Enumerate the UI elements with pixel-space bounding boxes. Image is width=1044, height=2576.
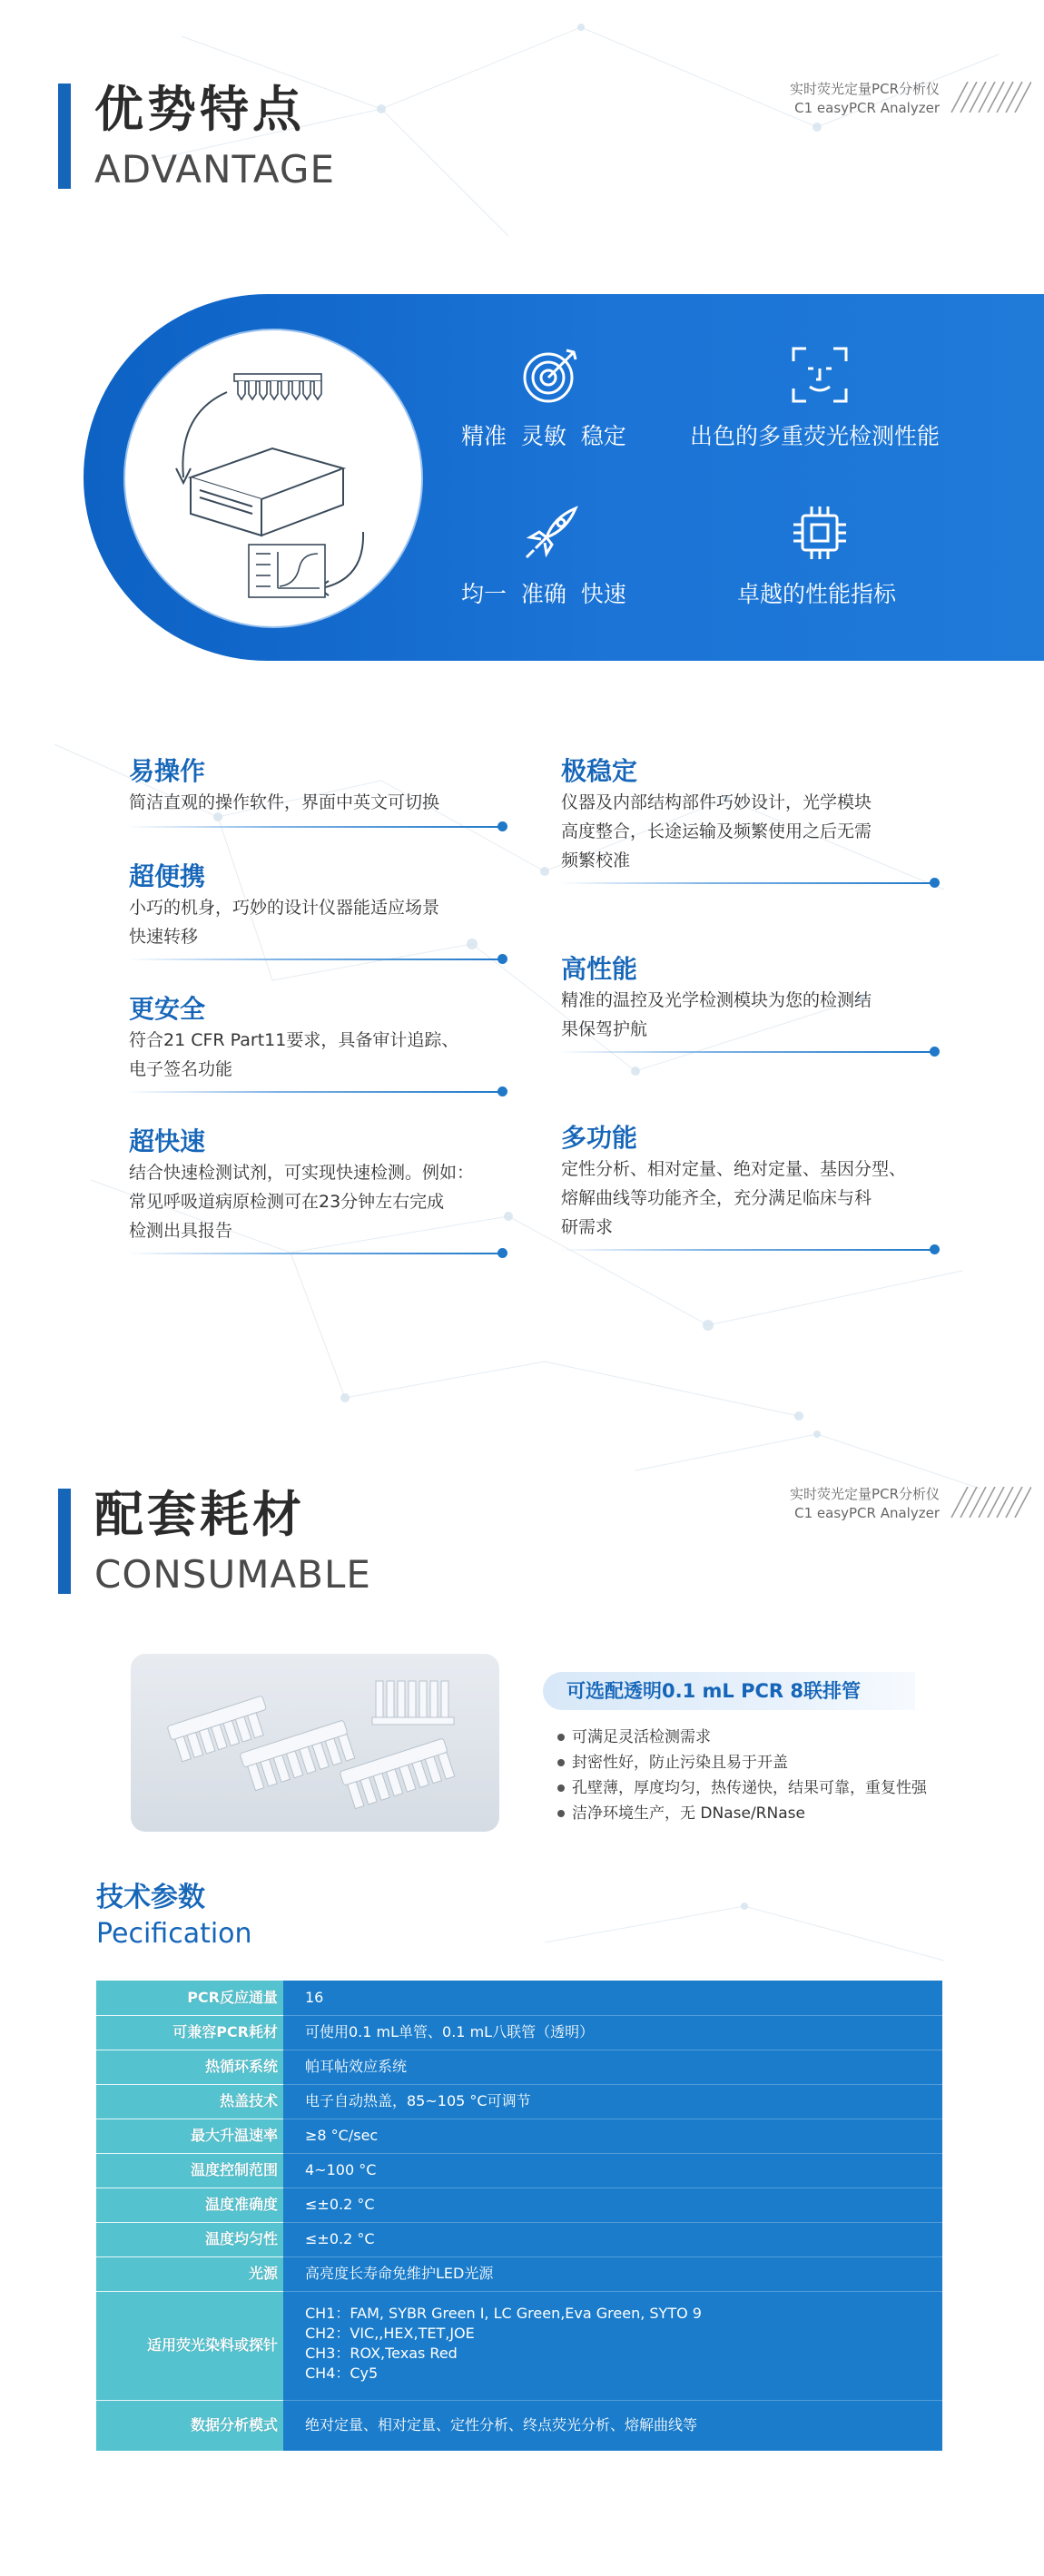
feature-desc: 仪器及内部结构部件巧妙设计，光学模块 高度整合，长途运输及频繁使用之后无需 频繁校准 — [561, 792, 872, 870]
spec-table — [96, 1981, 942, 2451]
pcr-tube-strip-photo — [131, 1654, 499, 1832]
spec-value: 电子自动热盖，85~105 °C可调节 — [305, 2092, 531, 2109]
feature-divider-dot — [497, 1086, 507, 1096]
hatch-decoration — [950, 1487, 1031, 1518]
feature-title: 极稳定 — [561, 756, 638, 786]
spec-label: 最大升温速率 — [190, 2127, 278, 2144]
feature-title: 多功能 — [561, 1123, 638, 1153]
feature-title: 易操作 — [129, 756, 206, 786]
advantage-title-zh: 优势特点 — [94, 81, 305, 138]
spec-title-en: Pecification — [96, 1918, 252, 1950]
advantage-title-en: ADVANTAGE — [94, 147, 335, 192]
advantage-product-name — [758, 80, 940, 118]
consumable-bullet: 洁净环境生产，无 DNase/RNase — [572, 1804, 805, 1823]
spec-label: PCR反应通量 — [187, 1989, 278, 2006]
consumable-title-zh: 配套耗材 — [94, 1486, 305, 1543]
spec-value: 高亮度长寿命免维护LED光源 — [305, 2265, 494, 2282]
spec-label: 温度准确度 — [204, 2196, 278, 2213]
feature-divider — [559, 1249, 933, 1251]
spec-value: ≤±0.2 °C — [305, 2230, 375, 2247]
feature-desc: 精准的温控及光学检测模块为您的检测结 果保驾护航 — [561, 990, 872, 1039]
feature-divider-dot — [930, 1244, 940, 1254]
banner-feature-label: 均一 准确 快速 — [461, 581, 626, 607]
feature-desc: 结合快速检测试剂，可实现快速检测。例如： 常见呼吸道病原检测可在23分钟左右完成 检测出具报告 — [129, 1163, 475, 1241]
product-name-zh: 实时荧光定量PCR分析仪 — [790, 81, 940, 97]
spec-label: 光源 — [248, 2265, 278, 2282]
spec-value: 4~100 °C — [305, 2161, 377, 2178]
consumable-bullet: 可满足灵活检测需求 — [572, 1728, 711, 1746]
spec-label: 可兼容PCR耗材 — [172, 2023, 278, 2040]
feature-divider — [127, 826, 501, 828]
consumable-bullet: 孔壁薄，厚度均匀，热传递快，结果可靠，重复性强 — [572, 1779, 927, 1797]
spec-value: 帕耳帖效应系统 — [305, 2058, 408, 2075]
product-name-zh: 实时荧光定量PCR分析仪 — [790, 1486, 940, 1502]
feature-divider-dot — [930, 1047, 940, 1057]
banner-feature-label: 卓越的性能指标 — [737, 581, 897, 607]
feature-desc: 符合21 CFR Part11要求，具备审计追踪、 电子签名功能 — [129, 1030, 459, 1079]
spec-label: 热循环系统 — [204, 2058, 278, 2075]
product-name-en: C1 easyPCR Analyzer — [794, 1505, 940, 1521]
feature-desc: 简洁直观的操作软件，界面中英文可切换 — [129, 792, 440, 812]
pcr-device-illustration — [136, 341, 409, 614]
face-scan-icon — [788, 343, 852, 407]
feature-divider — [127, 959, 501, 960]
product-name-en: C1 easyPCR Analyzer — [794, 100, 940, 116]
feature-title: 更安全 — [129, 994, 206, 1024]
feature-divider — [559, 882, 933, 884]
feature-divider — [127, 1253, 501, 1254]
spec-label-column — [96, 1981, 283, 2451]
feature-title: 超便携 — [129, 861, 206, 891]
banner-feature-label: 出色的多重荧光检测性能 — [690, 423, 941, 449]
tube-title: 可选配透明0.1 mL PCR 8联排管 — [566, 1680, 861, 1702]
spec-value: 16 — [305, 1989, 324, 2006]
feature-divider — [127, 1091, 501, 1093]
feature-divider — [559, 1051, 933, 1053]
feature-title: 高性能 — [561, 954, 638, 984]
feature-title: 超快速 — [129, 1126, 206, 1156]
spec-label: 温度均匀性 — [204, 2230, 278, 2247]
feature-divider-dot — [930, 878, 940, 888]
spec-label: 温度控制范围 — [190, 2161, 278, 2178]
spec-title-zh: 技术参数 — [96, 1882, 205, 1913]
consumable-bullet: 封密性好，防止污染且易于开盖 — [572, 1754, 788, 1772]
chip-icon — [788, 501, 852, 565]
hatch-decoration — [950, 82, 1031, 113]
spec-value: 可使用0.1 mL单管、0.1 mL八联管（透明） — [305, 2023, 595, 2040]
consumable-title-en: CONSUMABLE — [94, 1552, 371, 1597]
feature-divider-dot — [497, 821, 507, 831]
spec-label: 适用荧光染料或探针 — [146, 2336, 278, 2354]
rocket-icon — [519, 501, 583, 565]
feature-divider-dot — [497, 1248, 507, 1258]
spec-value: ≥8 °C/sec — [305, 2127, 379, 2144]
consumable-title-bar — [58, 1489, 71, 1594]
spec-value: 绝对定量、相对定量、定性分析、终点荧光分析、熔解曲线等 — [305, 2416, 698, 2433]
advantage-title-bar — [58, 84, 71, 189]
feature-divider-dot — [497, 954, 507, 964]
consumable-product-name — [758, 1485, 940, 1523]
feature-desc: 小巧的机身，巧妙的设计仪器能适应场景 快速转移 — [129, 898, 440, 947]
target-icon — [519, 343, 583, 407]
spec-label: 数据分析模式 — [190, 2416, 278, 2433]
spec-value: CH1：FAM, SYBR Green Ⅰ, LC Green,Eva Green, SYTO 9 CH2：VIC,,HEX,TET,JOE CH3：ROX,Texas Red CH4：Cy5 — [305, 2305, 702, 2382]
feature-desc: 定性分析、相对定量、绝对定量、基因分型、 熔解曲线等功能齐全，充分满足临床与科 研需求 — [561, 1159, 907, 1237]
spec-label: 热盖技术 — [219, 2092, 278, 2109]
spec-value: ≤±0.2 °C — [305, 2196, 375, 2213]
banner-feature-label: 精准 灵敏 稳定 — [461, 423, 626, 449]
